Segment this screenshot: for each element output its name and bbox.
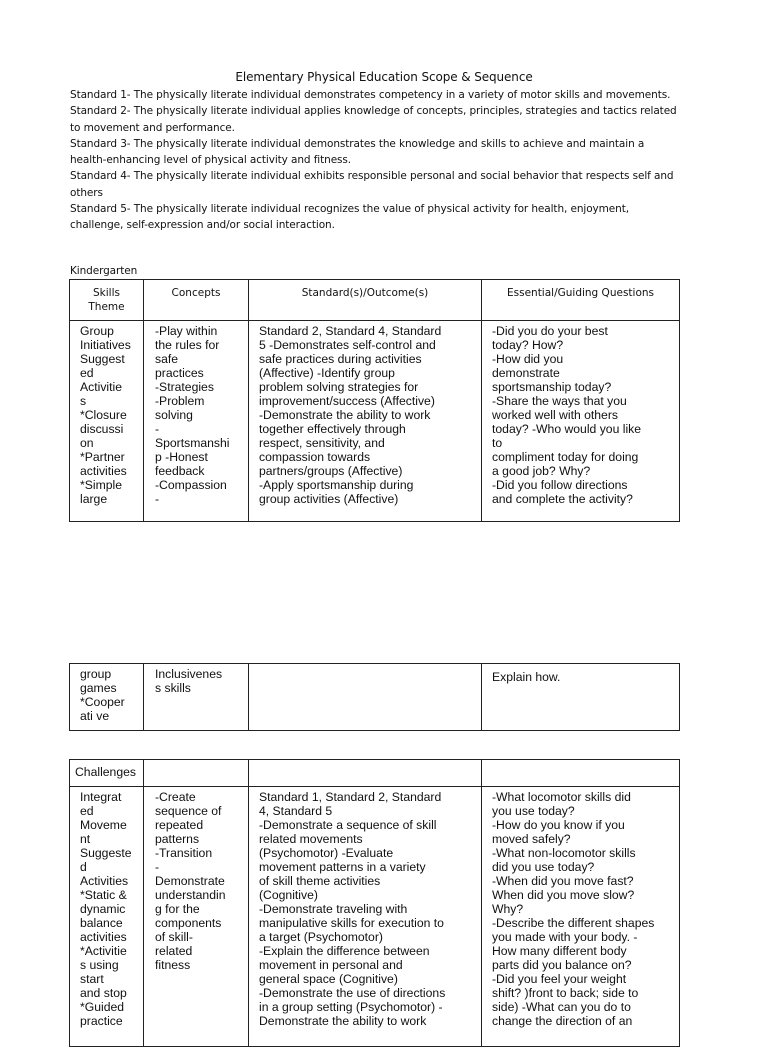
empty-cell xyxy=(249,760,482,787)
table-row xyxy=(70,321,680,522)
table-label-row xyxy=(70,760,680,787)
table-header-row xyxy=(70,280,680,321)
skills-theme-cell: Integrat ed Moveme nt Suggeste d Activities *Static & dynamic balance activities *Activitie s using start and stop *Guided practice xyxy=(70,787,144,1047)
empty-cell xyxy=(144,760,249,787)
guiding-questions-cell: -What locomotor skills did you use today? -How do you know if you moved safely? -What non-locomotor skills did you use today? -When did you move fast? When did you move slow? Why? -Describe the different shapes you made with your body. - How many different body parts did you balance on? -Did you feel your weight shift? )front to back; side to side) -What can you do to change the direction of an xyxy=(482,787,680,1047)
standards-cell: Standard 2, Standard 4, Standard 5 -Demonstrates self-control and safe practices during activities (Affective) -Identify group problem solving strategies for improvement/success (Affective) -Demonstrate the ability to work together effectively through respect, sensitivity, and compassion towards partners/groups (Affective) -Apply sportsmanship during group activities (Affective) xyxy=(249,321,482,522)
skills-theme-cell: group games *Cooper ati ve xyxy=(70,664,144,731)
concepts-cell: -Create sequence of repeated patterns -Transition - Demonstrate understandin g for the components of skill- related fitness xyxy=(144,787,249,1047)
standards-cell: Standard 1, Standard 2, Standard 4, Standard 5 -Demonstrate a sequence of skill related movements (Psychomotor) -Evaluate movement patterns in a variety of skill theme activities (Cognitive) -Demonstrate traveling with manipulative skills for execution to a target (Psychomotor) -Explain the difference between movement in personal and general space (Cognitive) -Demonstrate the use of directions in a group setting (Psychomotor) - Demonstrate the ability to work xyxy=(249,787,482,1047)
header-standards-outcomes: Standard(s)/Outcome(s) xyxy=(249,280,482,321)
standard-1: Standard 1- The physically literate individual demonstrates competency in a variety of motor skills and movements. xyxy=(70,89,671,101)
header-skills-theme: Skills Theme xyxy=(70,280,144,321)
empty-cell xyxy=(482,760,680,787)
kindergarten-table xyxy=(69,279,680,522)
guiding-questions-cell: -Did you do your best today? How? -How did you demonstrate sportsmanship today? -Share the ways that you worked well with others today? -Who would you like to compliment today for doing a good job? Why? -Did you follow directions and complete the activity? xyxy=(482,321,680,522)
table-row xyxy=(70,787,680,1047)
header-concepts: Concepts xyxy=(144,280,249,321)
header-guiding-questions: Essential/Guiding Questions xyxy=(482,280,680,321)
standard-2: Standard 2- The physically literate individual applies knowledge of concepts, principles, strategies and tactics related to movement and performance. xyxy=(70,105,677,134)
continuation-table xyxy=(69,663,680,731)
grade-label: Kindergarten xyxy=(70,265,138,277)
challenges-label: Challenges xyxy=(70,760,144,787)
concepts-cell: Inclusivenes s skills xyxy=(144,664,249,731)
standard-5: Standard 5- The physically literate individual recognizes the value of physical activity for health, enjoyment, challenge, self-expression and/or social interaction. xyxy=(70,203,629,232)
challenges-table xyxy=(69,759,680,1047)
standard-3: Standard 3- The physically literate individual demonstrates the knowledge and skills to achieve and maintain a health-enhancing level of physical activity and fitness. xyxy=(70,137,645,167)
standards-cell xyxy=(249,664,482,731)
standards-list xyxy=(70,87,680,234)
guiding-questions-cell: Explain how. xyxy=(482,664,680,731)
table-row xyxy=(70,664,680,731)
skills-theme-cell: Group Initiatives Suggest ed Activitie s *Closure discussi on *Partner activities *Simple large xyxy=(70,321,144,522)
concepts-cell: -Play within the rules for safe practices -Strategies -Problem solving - Sportsmanshi p -Honest feedback -Compassion - xyxy=(144,321,249,522)
standard-4: Standard 4- The physically literate individual exhibits responsible personal and social behavior that respects self and others xyxy=(70,170,674,199)
document-title: Elementary Physical Education Scope & Sequence xyxy=(235,70,533,84)
